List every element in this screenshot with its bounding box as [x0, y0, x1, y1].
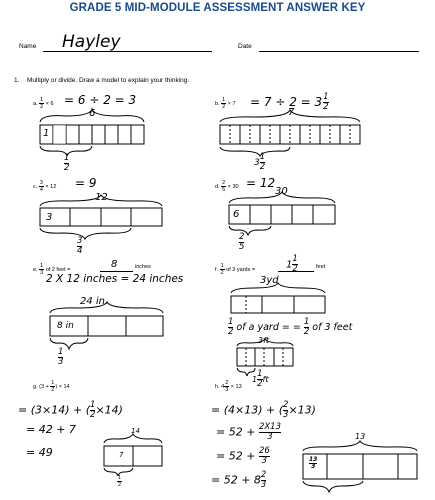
tape2-f	[237, 348, 293, 366]
problem-a: a. $\frac{1}{2}$ × 6	[33, 97, 54, 110]
brace-bottom-a	[40, 146, 92, 156]
work-d: = 12	[246, 176, 276, 190]
brace-label-a: $\frac{1}{2}$	[64, 153, 70, 173]
page-title: GRADE 5 MID-MODULE ASSESSMENT ANSWER KEY	[69, 2, 366, 14]
tape-d	[229, 205, 335, 224]
box-label-h: $\frac{13}{3}$	[309, 456, 318, 470]
work-g-line2: = 42 + 7	[26, 423, 76, 436]
tape-f	[231, 296, 325, 313]
tape-total-e: 24 in.	[80, 296, 109, 307]
tape-total-g: 14	[131, 427, 140, 435]
work-h-line4: = 52 + 8 $\frac{2}{3}$	[211, 470, 267, 490]
work-a: = 6 ÷ 2 = 3	[64, 93, 137, 107]
problem-h: h. 4 $\frac{2}{3}$ × 13	[215, 380, 242, 393]
brace-top-h	[303, 441, 417, 451]
blank-value-f: 1 $\frac{1}{2}$	[286, 254, 298, 274]
fraction: $\frac{2}{5}$	[222, 180, 226, 193]
work-h-line2: = 52 + $\frac{2X13}{3}$	[216, 422, 281, 442]
brace-label-e: $\frac{1}{3}$	[58, 347, 64, 367]
brace-top-g	[104, 434, 162, 443]
problem-b: b. $\frac{1}{2}$ × 7	[215, 97, 236, 110]
fraction: $\frac{1}{2}$	[40, 97, 44, 110]
name-label: Name	[19, 43, 37, 50]
brace-bottom-c	[40, 228, 131, 239]
work-b: = 7 ÷ 2 = 3 $\frac{1}{2}$	[250, 92, 329, 112]
fraction: $\frac{3}{4}$	[39, 180, 43, 193]
work-h-line3: = 52 + $\frac{26}{3}$	[216, 446, 270, 466]
box-label-g: 7	[119, 451, 124, 459]
problem-c: c. $\frac{3}{4}$ × 12	[33, 180, 57, 193]
box-label-d: 6	[233, 209, 240, 220]
brace-bottom-d	[229, 226, 271, 235]
brace-top-e	[50, 302, 163, 313]
work-g-line3: = 49	[26, 446, 53, 459]
brace2-bottom-f	[237, 368, 255, 376]
fraction: $\frac{1}{3}$	[40, 263, 44, 276]
brace-top-a	[40, 109, 144, 122]
brace-bottom-h	[303, 481, 363, 492]
work-f: $\frac{1}{2}$ of a yard = = $\frac{1}{2}$ of 3 feet	[228, 317, 353, 337]
unit-f: feet	[316, 264, 326, 270]
box-label-a: 1	[43, 128, 50, 139]
brace-top-f	[231, 283, 325, 293]
tape-total-h: 13	[355, 432, 366, 441]
brace-label-b: 3 $\frac{1}{2}$	[254, 152, 266, 172]
fraction: $\frac{1}{2}$	[220, 263, 224, 276]
question-number: 1.	[14, 77, 20, 84]
date-label: Date	[238, 43, 252, 50]
fraction: $\frac{2}{3}$	[225, 380, 229, 393]
brace-label-c: $\frac{3}{4}$	[77, 236, 83, 256]
brace-top-b	[220, 110, 360, 122]
brace-top-d	[229, 192, 335, 203]
work-c: = 9	[75, 176, 97, 190]
tape-total-c: 12	[95, 192, 108, 203]
unit-e: inches	[135, 264, 151, 270]
tape-total-f: 3yd	[260, 275, 279, 286]
tape2-total-f: 3ft	[258, 336, 270, 345]
work-e: 2 X 12 inches = 24 inches	[46, 273, 184, 285]
work-h-line1: = (4×13) + ( $\frac{2}{3}\times 13$)	[211, 400, 316, 420]
brace-bottom-e	[50, 338, 88, 349]
fraction: $\frac{1}{2}$	[51, 380, 55, 393]
brace2-top-f	[237, 339, 293, 346]
tape-total-a: 6	[89, 108, 96, 119]
name-value: Hayley	[62, 32, 121, 52]
fraction: $\frac{1}{2}$	[222, 97, 226, 110]
tape-h	[303, 454, 417, 479]
brace-top-c	[40, 195, 162, 206]
box-label-e: 8 in	[57, 321, 74, 331]
tape2-brace-f: 1 $\frac{1}{2}ft$	[252, 369, 269, 389]
box-label-c: 3	[46, 212, 53, 223]
tape-total-b: 7	[288, 107, 295, 118]
brace-bottom-b	[220, 147, 290, 156]
problem-f: f. $\frac{1}{2}$ of 3 yards =	[215, 263, 256, 276]
work-g-line1: = (3×14) + ( $\frac{1}{2}\times 14$)	[18, 400, 123, 420]
blank-value-e: 8	[111, 259, 118, 270]
brace-label-d: $\frac{2}{5}$	[239, 232, 245, 252]
problem-d: d. $\frac{2}{5}$ × 30	[215, 180, 239, 193]
problem-e: e. $\frac{1}{3}$ of 2 feet =	[33, 263, 71, 276]
brace-label-g: $\frac{1}{2}$	[118, 475, 122, 488]
brace-bottom-g	[104, 468, 133, 476]
question-instruction: Multiply or divide. Draw a model to explain your thinking.	[27, 77, 190, 84]
tape-total-d: 30	[275, 186, 288, 197]
tape-e	[50, 316, 163, 336]
problem-g: g. (3 + $\frac{1}{2}$ ) × 14	[33, 380, 70, 393]
